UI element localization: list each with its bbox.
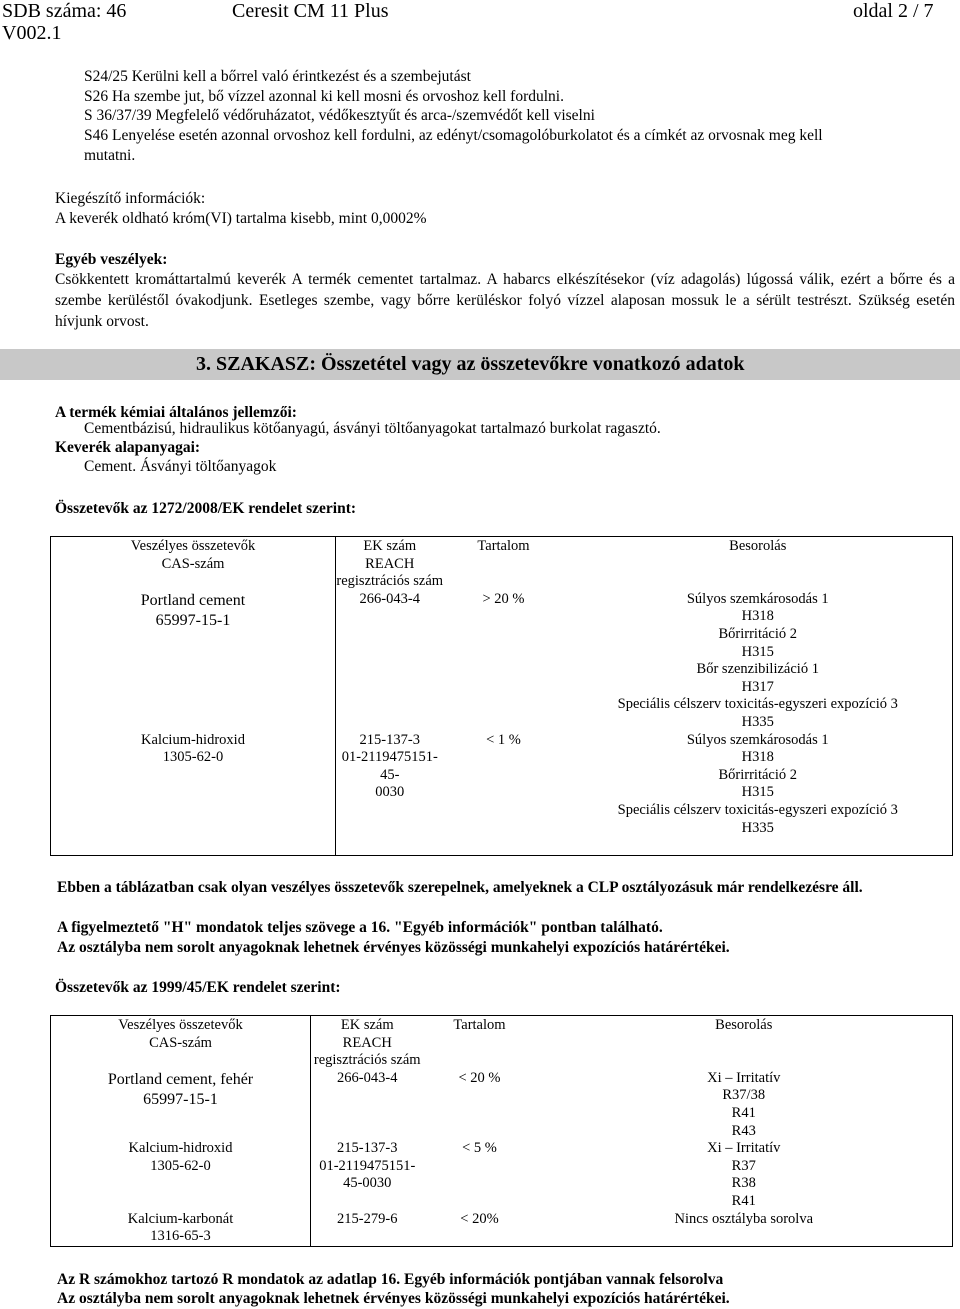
classification: Nincs osztályba sorolva — [536, 1211, 953, 1247]
header-content: Tartalom — [477, 538, 530, 554]
sdb-number: SDB száma: 46 — [2, 0, 127, 22]
other-hazards-label: Egyéb veszélyek: — [55, 251, 168, 268]
s-phrase: S24/25 Kerülni kell a bőrrel való érintkezést és a szembejutást — [84, 68, 471, 85]
classification: Súlyos szemkárosodás 1 H318 Bőrirritáció 2 H315 Speciális célszerv toxicitás-egyszeri expozíció 3 H335 — [564, 732, 953, 856]
header-hazardous-components: Veszélyes összetevők CAS-szám — [51, 537, 336, 591]
clp-note: Ebben a táblázatban csak olyan veszélyes összetevők szerepelnek, amelyeknek a CLP osztályozásuk már rendelkezésre áll. — [57, 879, 863, 896]
other-hazards-text: Csökkentett kromáttartalmú keverék A termék cementet tartalmaz. A habarcs elkészítésekor (víz adagolás) lúgossá válik, ezért a bőrre és a szembe kerüléstől óvakodjunk. Esetleges szembe, vagy bőrre kerüléskor folyó vízzel alaposan mossuk le a sérült testrészt. Szükség esetén hívjunk orvost. — [55, 271, 955, 330]
header-classification: Besorolás — [564, 537, 953, 591]
components-table-1272 — [50, 536, 953, 856]
content-value: < 5 % — [462, 1140, 497, 1157]
header-classification: Besorolás — [536, 1016, 953, 1070]
component-name: Kalcium-hidroxid 1305-62-0 — [51, 1140, 311, 1210]
base-text: Cement. Ásványi töltőanyagok — [84, 458, 277, 475]
supplementary-label: Kiegészítő információk: — [55, 190, 206, 207]
s-phrase: S26 Ha szembe jut, bő vízzel azonnal ki kell mosni és orvoshoz kell fordulni. — [84, 88, 564, 105]
chem-label: A termék kémiai általános jellemzői: — [55, 404, 297, 421]
header-ek-number: EK szám REACH regisztrációs szám — [336, 538, 444, 590]
table-row — [51, 1211, 953, 1247]
classification: Xi – Irritatív R37/38 R41 R43 — [536, 1070, 953, 1140]
components-table-1999 — [50, 1015, 953, 1247]
ek-number: 266-043-4 — [311, 1070, 424, 1140]
section-title: 3. SZAKASZ: Összetétel vagy az összetevőkre vonatkozó adatok — [196, 353, 745, 375]
classification: Xi – Irritatív R37 R38 R41 — [536, 1140, 953, 1210]
table-header-row — [51, 537, 953, 591]
classification: Súlyos szemkárosodás 1 H318 Bőrirritáció 2 H315 Bőr szenzibilizáció 1 H317 Speciális célszerv toxicitás-egyszeri expozíció 3 H335 — [564, 591, 953, 732]
page-number: oldal 2 / 7 — [853, 0, 934, 22]
ek-number: 266-043-4 — [336, 591, 444, 732]
s-phrase: S 36/37/39 Megfelelő védőruházatot, védőkesztyűt és arca-/szemvédőt kell viselni — [84, 107, 595, 124]
component-name: Portland cement 65997-15-1 — [51, 591, 336, 732]
table-row — [51, 591, 953, 732]
s-phrase: S46 Lenyelése esetén azonnal orvoshoz kell fordulni, az edényt/csomagolóburkolatot és a címkét az orvosnak meg kell — [84, 127, 823, 144]
ek-number: 215-137-3 01-2119475151- 45-0030 — [311, 1140, 424, 1210]
table-header-row — [51, 1016, 953, 1070]
content-value: > 20 % — [482, 590, 525, 607]
exposure-note: Az osztályba nem sorolt anyagoknak lehetnek érvényes közösségi munkahelyi expozíciós határértékei. — [57, 939, 730, 956]
component-name: Kalcium-hidroxid 1305-62-0 — [51, 732, 336, 856]
header-content: Tartalom — [453, 1017, 506, 1033]
content-value: < 20% — [460, 1210, 499, 1227]
chem-text: Cementbázisú, hidraulikus kötőanyagú, ásványi töltőanyagokat tartalmazó burkolat ragasztó. — [84, 420, 661, 437]
ek-number: 215-137-3 01-2119475151-45- 0030 — [336, 732, 444, 856]
table-row — [51, 1070, 953, 1140]
table-row — [51, 1140, 953, 1210]
content-value: < 20 % — [458, 1069, 501, 1086]
h-phrase-note: A figyelmeztető "H" mondatok teljes szövege a 16. "Egyéb információk" pontban található. — [57, 919, 663, 936]
table-row — [51, 732, 953, 856]
s-phrase: mutatni. — [84, 147, 136, 164]
version: V002.1 — [2, 22, 62, 44]
header-hazardous-components: Veszélyes összetevők CAS-szám — [51, 1016, 311, 1070]
r-phrase-note: Az R számokhoz tartozó R mondatok az adatlap 16. Egyéb információk pontjában vannak felsorolva — [57, 1271, 724, 1288]
reg1999-title: Összetevők az 1999/45/EK rendelet szerint: — [55, 979, 341, 996]
reg1272-title: Összetevők az 1272/2008/EK rendelet szerint: — [55, 500, 357, 517]
ek-number: 215-279-6 — [311, 1211, 424, 1247]
header-ek-number: EK szám REACH regisztrációs szám — [311, 1016, 424, 1070]
content-value: < 1 % — [486, 731, 521, 748]
component-name: Portland cement, fehér 65997-15-1 — [51, 1070, 311, 1140]
exposure-note-2: Az osztályba nem sorolt anyagoknak lehetnek érvényes közösségi munkahelyi expozíciós határértékei. — [57, 1290, 730, 1307]
supplementary-text: A keverék oldható króm(VI) tartalma kisebb, mint 0,0002% — [55, 210, 427, 227]
component-name: Kalcium-karbonát 1316-65-3 — [51, 1211, 311, 1247]
product-name: Ceresit CM 11 Plus — [232, 0, 389, 22]
base-label: Keverék alapanyagai: — [55, 439, 201, 456]
